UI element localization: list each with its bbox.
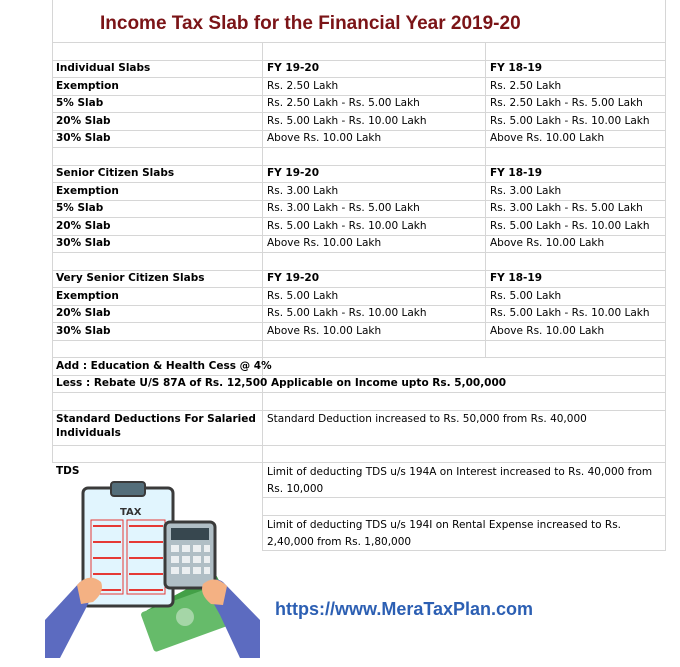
cess-note: Add : Education & Health Cess @ 4% <box>56 360 272 372</box>
cell-fy1920: Rs. 2.50 Lakh - Rs. 5.00 Lakh <box>267 97 420 109</box>
website-url[interactable]: https://www.MeraTaxPlan.com <box>275 599 534 619</box>
tds-rent-note: Limit of deducting TDS u/s 194I on Rental Expense increased to Rs. 2,40,000 from Rs. 1,80,000 <box>267 519 622 548</box>
row-label: Exemption <box>56 80 119 92</box>
cell-fy1920: Above Rs. 10.00 Lakh <box>267 132 382 144</box>
section-header-senior: Senior Citizen Slabs <box>56 167 175 179</box>
cell-fy1819: Rs. 5.00 Lakh - Rs. 10.00 Lakh <box>490 307 650 319</box>
section-header-very-senior: Very Senior Citizen Slabs <box>56 272 205 284</box>
cell-fy1819: Rs. 3.00 Lakh <box>490 185 562 197</box>
tds-label: TDS <box>56 465 80 477</box>
row-label: 5% Slab <box>56 202 104 214</box>
col-header-fy1819: FY 18-19 <box>490 62 543 74</box>
cell-fy1819: Above Rs. 10.00 Lakh <box>490 132 605 144</box>
cell-fy1920: Above Rs. 10.00 Lakh <box>267 325 382 337</box>
cell-fy1920: Rs. 5.00 Lakh <box>267 290 339 302</box>
col-header-fy1920: FY 19-20 <box>267 62 320 74</box>
clipboard-heading: TAX <box>120 507 142 518</box>
cell-fy1920: Rs. 5.00 Lakh - Rs. 10.00 Lakh <box>267 307 427 319</box>
tds-interest-note: Limit of deducting TDS u/s 194A on Interest increased to Rs. 40,000 from Rs. 10,000 <box>267 466 653 495</box>
cell-fy1920: Rs. 2.50 Lakh <box>267 80 339 92</box>
cell-fy1920: Rs. 5.00 Lakh - Rs. 10.00 Lakh <box>267 220 427 232</box>
row-label: 20% Slab <box>56 115 111 127</box>
cell-fy1920: Rs. 3.00 Lakh - Rs. 5.00 Lakh <box>267 202 420 214</box>
standard-deduction-value: Standard Deduction increased to Rs. 50,000 from Rs. 40,000 <box>267 413 587 425</box>
row-label: Exemption <box>56 185 119 197</box>
col-header-fy1920: FY 19-20 <box>267 272 320 284</box>
row-label: 30% Slab <box>56 325 111 337</box>
cell-fy1819: Rs. 5.00 Lakh - Rs. 10.00 Lakh <box>490 115 650 127</box>
col-header-fy1920: FY 19-20 <box>267 167 320 179</box>
row-label: 5% Slab <box>56 97 104 109</box>
rebate-note: Less : Rebate U/S 87A of Rs. 12,500 Applicable on Income upto Rs. 5,00,000 <box>56 377 507 389</box>
cell-fy1920: Above Rs. 10.00 Lakh <box>267 237 382 249</box>
row-label: Exemption <box>56 290 119 302</box>
tax-calculator-illustration <box>45 470 260 658</box>
page-title: Income Tax Slab for the Financial Year 2019-20 <box>100 13 521 34</box>
cell-fy1819: Rs. 2.50 Lakh <box>490 80 562 92</box>
calculator-icon <box>165 522 215 588</box>
cell-fy1819: Above Rs. 10.00 Lakh <box>490 325 605 337</box>
cell-fy1920: Rs. 3.00 Lakh <box>267 185 339 197</box>
row-label: 20% Slab <box>56 220 111 232</box>
cell-fy1920: Rs. 5.00 Lakh - Rs. 10.00 Lakh <box>267 115 427 127</box>
row-label: 30% Slab <box>56 237 111 249</box>
cell-fy1819: Rs. 2.50 Lakh - Rs. 5.00 Lakh <box>490 97 643 109</box>
cell-fy1819: Above Rs. 10.00 Lakh <box>490 237 605 249</box>
standard-deduction-label: Standard Deductions For Salaried Individuals <box>56 413 256 439</box>
cell-fy1819: Rs. 5.00 Lakh - Rs. 10.00 Lakh <box>490 220 650 232</box>
col-header-fy1819: FY 18-19 <box>490 167 543 179</box>
cell-fy1819: Rs. 5.00 Lakh <box>490 290 562 302</box>
section-header-individual: Individual Slabs <box>56 62 151 74</box>
cell-fy1819: Rs. 3.00 Lakh - Rs. 5.00 Lakh <box>490 202 643 214</box>
row-label: 20% Slab <box>56 307 111 319</box>
col-header-fy1819: FY 18-19 <box>490 272 543 284</box>
row-label: 30% Slab <box>56 132 111 144</box>
